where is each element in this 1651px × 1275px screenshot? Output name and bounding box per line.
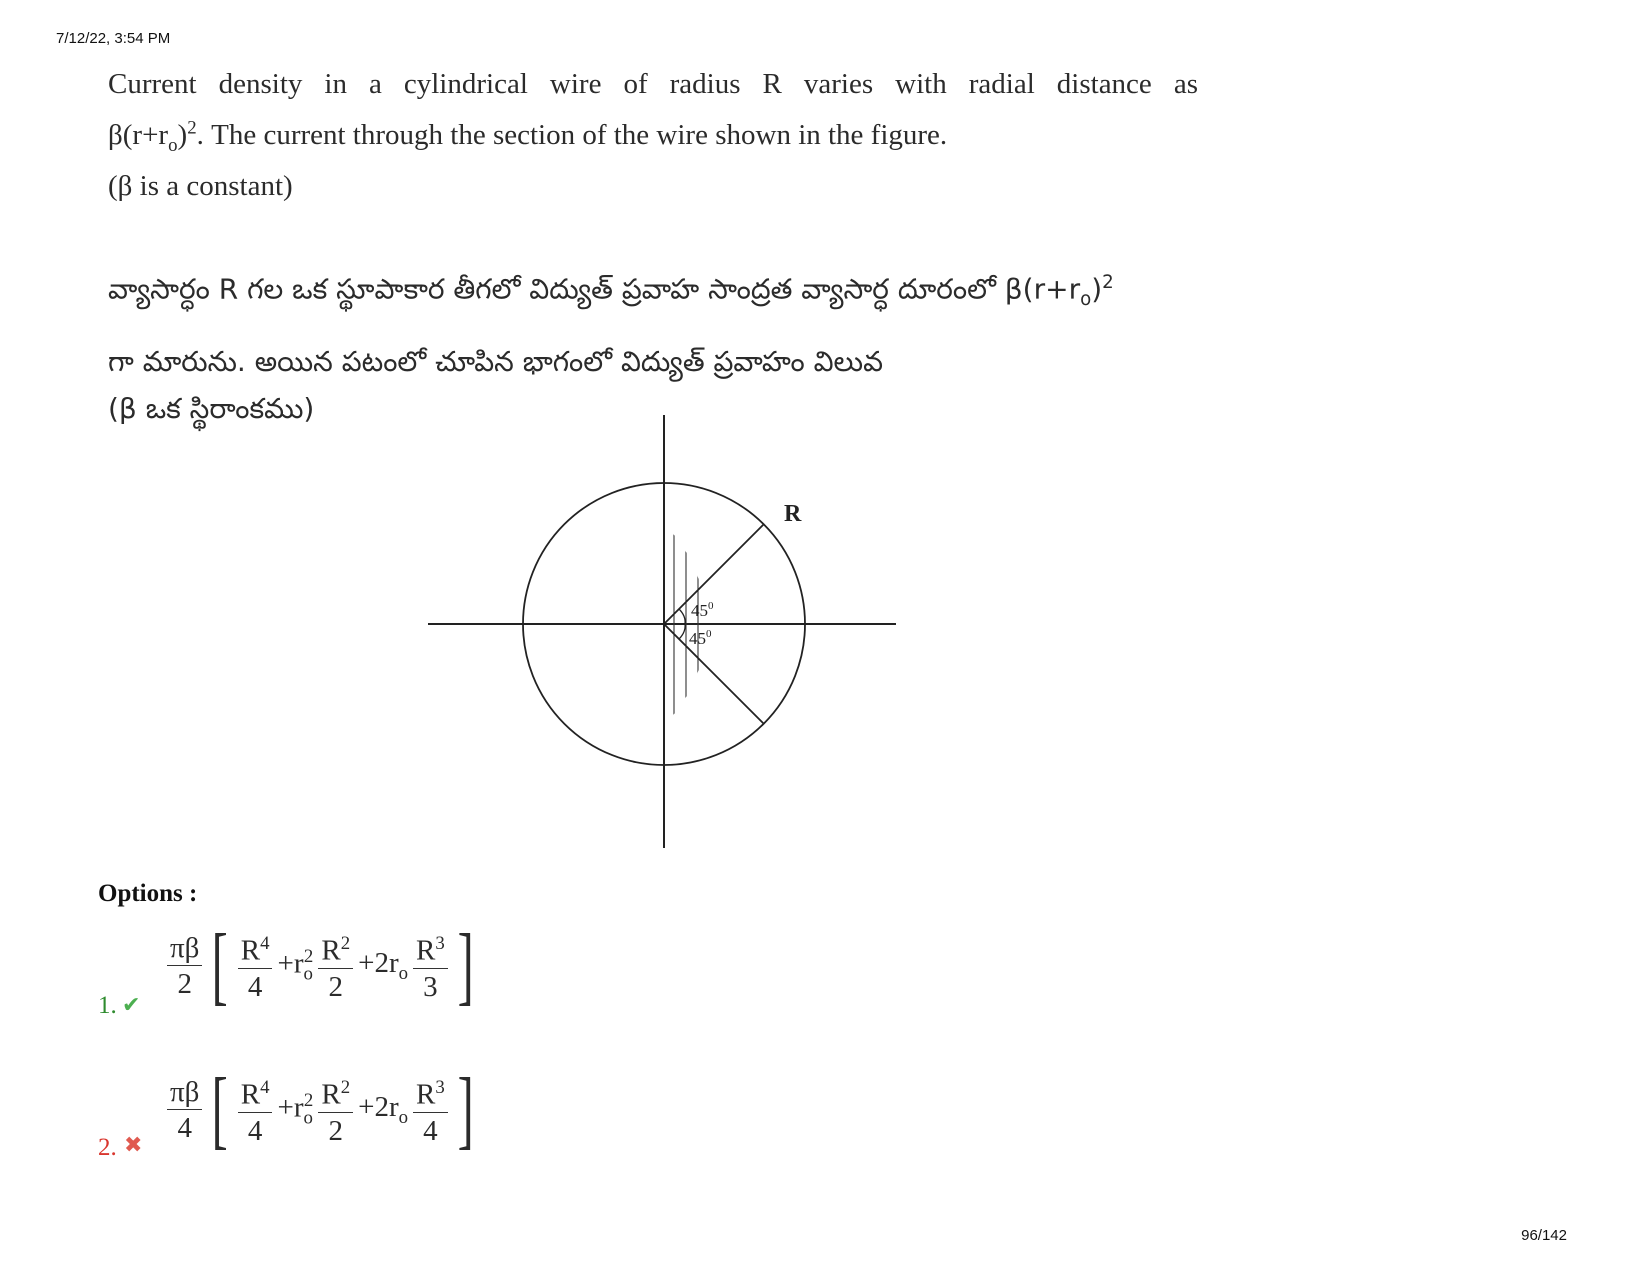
- question-text-english: [108, 62, 1198, 167]
- wire-section-figure: [420, 415, 900, 855]
- angle-arc-bottom: [679, 624, 685, 639]
- option-number: 1.: [98, 992, 117, 1019]
- telugu-line-2: గా మారును. అయిన పటంలో చూపిన భాగంలో విద్యుత్ ప్రవాహం విలువ: [108, 344, 883, 378]
- correct-check-icon: ✔: [122, 992, 141, 1017]
- option-number: 2.: [98, 1134, 117, 1161]
- constant-note-telugu: (β ఒక స్థిరాంకము): [108, 392, 315, 425]
- question-text-telugu: [108, 252, 1198, 393]
- incorrect-cross-icon: ✖: [124, 1132, 143, 1157]
- print-datetime: 7/12/22, 3:54 PM: [56, 30, 171, 47]
- options-heading: Options :: [98, 880, 198, 907]
- angle-arc-top: [679, 609, 685, 624]
- page-number: 96/142: [1521, 1227, 1567, 1244]
- radius-label: R: [784, 501, 802, 527]
- angle-label-bottom: $45^0$: [689, 628, 712, 648]
- constant-note-english: (β is a constant): [108, 170, 293, 202]
- question-line-2: $\beta(r+r_o)^2$. The current through the section of the wire shown in the figure.: [108, 117, 948, 156]
- telugu-line-1: వ్యాసార్ధం R గల ఒక స్థూపాకార తీగలో విద్యుత్ ప్రవాహ సాంద్రత వ్యాసార్ధ దూరంలో $\beta(r+r_o)^2$: [108, 272, 1114, 310]
- angle-label-top: $45^0$: [691, 600, 714, 620]
- question-line-1: Current density in a cylindrical wire of radius R varies with radial distance as: [108, 68, 1198, 100]
- option-1-formula: $\frac{\pi\beta}{2}$ [ $\frac{R^4}{4}$ $+r_o^2$ $\frac{R^2}{2}$ $+2r_o$ $\frac{R^3}{3}$ ]: [164, 922, 480, 1010]
- option-2-formula: $\frac{\pi\beta}{4}$ [ $\frac{R^4}{4}$ $+r_o^2$ $\frac{R^2}{2}$ $+2r_o$ $\frac{R^3}{4}$ ]: [164, 1066, 480, 1154]
